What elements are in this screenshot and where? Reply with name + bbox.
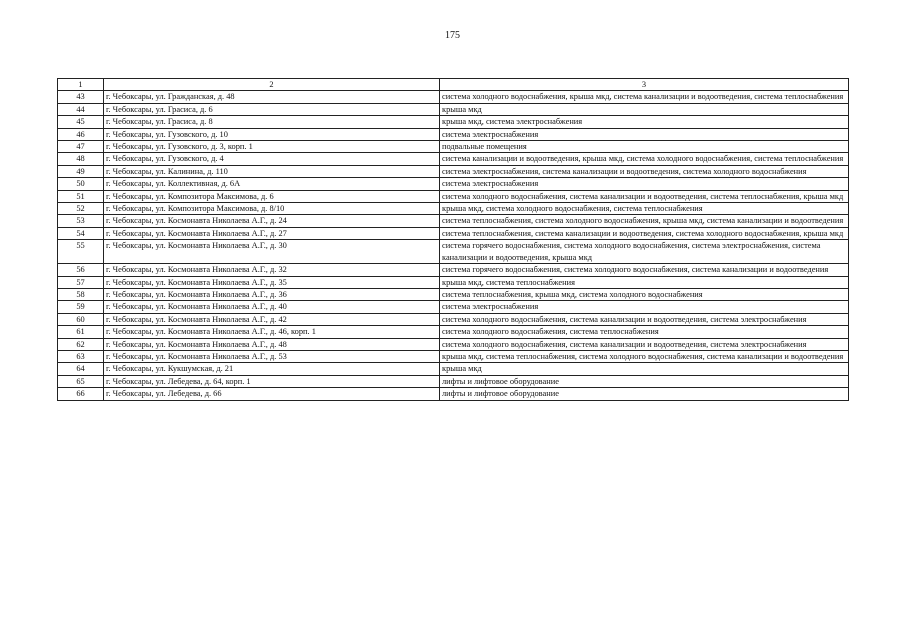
systems-cell: лифты и лифтовое оборудование (440, 388, 849, 400)
systems-cell: система холодного водоснабжения, крыша мкд, система канализации и водоотведения, система теплоснабжения (440, 91, 849, 103)
table-row (58, 190, 849, 202)
table-row (58, 227, 849, 239)
systems-cell: крыша мкд (440, 363, 849, 375)
table-row (58, 141, 849, 153)
table-row (58, 338, 849, 350)
systems-cell: система электроснабжения (440, 301, 849, 313)
table-row (58, 178, 849, 190)
row-number-cell: 66 (58, 388, 104, 400)
table-row (58, 388, 849, 400)
systems-cell: система холодного водоснабжения, система канализации и водоотведения, система теплоснабжения, крыша мкд (440, 190, 849, 202)
address-cell: г. Чебоксары, ул. Композитора Максимова, д. 6 (104, 190, 440, 202)
systems-cell: система электроснабжения, система канализации и водоотведения, система холодного водоснабжения (440, 165, 849, 177)
row-number-cell: 53 (58, 215, 104, 227)
objects-table (57, 78, 849, 401)
table-row (58, 301, 849, 313)
row-number-cell: 49 (58, 165, 104, 177)
row-number-cell: 51 (58, 190, 104, 202)
address-cell: г. Чебоксары, ул. Космонавта Николаева А.Г., д. 24 (104, 215, 440, 227)
address-cell: г. Чебоксары, ул. Гузовского, д. 10 (104, 128, 440, 140)
table-row (58, 116, 849, 128)
systems-cell: система холодного водоснабжения, система канализации и водоотведения, система электроснабжения (440, 338, 849, 350)
address-cell: г. Чебоксары, ул. Космонавта Николаева А.Г., д. 32 (104, 264, 440, 276)
table-row (58, 128, 849, 140)
address-cell: г. Чебоксары, ул. Грасиса, д. 6 (104, 103, 440, 115)
row-number-cell: 50 (58, 178, 104, 190)
systems-cell: система теплоснабжения, система канализации и водоотведения, система холодного водоснабжения, крыша мкд (440, 227, 849, 239)
row-number-cell: 61 (58, 326, 104, 338)
systems-cell: система теплоснабжения, крыша мкд, система холодного водоснабжения (440, 288, 849, 300)
row-number-cell: 52 (58, 203, 104, 215)
row-number-cell: 59 (58, 301, 104, 313)
table-body (58, 79, 849, 401)
address-cell: г. Чебоксары, ул. Коллективная, д. 6А (104, 178, 440, 190)
address-cell: г. Чебоксары, ул. Космонавта Николаева А.Г., д. 42 (104, 313, 440, 325)
table-row (58, 313, 849, 325)
table-row (58, 350, 849, 362)
systems-cell: крыша мкд, система холодного водоснабжения, система теплоснабжения (440, 203, 849, 215)
row-number-cell: 55 (58, 240, 104, 264)
systems-cell: система горячего водоснабжения, система холодного водоснабжения, система канализации и водоотведения (440, 264, 849, 276)
address-cell: г. Чебоксары, ул. Космонавта Николаева А.Г., д. 30 (104, 240, 440, 264)
header-col-1: 1 (58, 79, 104, 91)
address-cell: г. Чебоксары, ул. Космонавта Николаева А.Г., д. 35 (104, 276, 440, 288)
table-row (58, 165, 849, 177)
table-header-row (58, 79, 849, 91)
address-cell: г. Чебоксары, ул. Грасиса, д. 8 (104, 116, 440, 128)
row-number-cell: 45 (58, 116, 104, 128)
address-cell: г. Чебоксары, ул. Калинина, д. 110 (104, 165, 440, 177)
address-cell: г. Чебоксары, ул. Лебедева, д. 64, корп. 1 (104, 375, 440, 387)
systems-cell: крыша мкд, система теплоснабжения, система холодного водоснабжения, система канализации и водоотведения (440, 350, 849, 362)
systems-cell: крыша мкд, система электроснабжения (440, 116, 849, 128)
systems-cell: система холодного водоснабжения, система канализации и водоотведения, система электроснабжения (440, 313, 849, 325)
table-row (58, 288, 849, 300)
page-number: 175 (445, 30, 460, 41)
row-number-cell: 43 (58, 91, 104, 103)
address-cell: г. Чебоксары, ул. Гражданская, д. 48 (104, 91, 440, 103)
address-cell: г. Чебоксары, ул. Кукшумская, д. 21 (104, 363, 440, 375)
address-cell: г. Чебоксары, ул. Гузовского, д. 4 (104, 153, 440, 165)
systems-cell: подвальные помещения (440, 141, 849, 153)
address-cell: г. Чебоксары, ул. Космонавта Николаева А.Г., д. 53 (104, 350, 440, 362)
header-col-3: 3 (440, 79, 849, 91)
table-row (58, 363, 849, 375)
row-number-cell: 47 (58, 141, 104, 153)
systems-cell: система теплоснабжения, система холодного водоснабжения, крыша мкд, система канализации и водоотведения (440, 215, 849, 227)
row-number-cell: 63 (58, 350, 104, 362)
table-row (58, 91, 849, 103)
table-row (58, 153, 849, 165)
table-row (58, 326, 849, 338)
table-row (58, 203, 849, 215)
address-cell: г. Чебоксары, ул. Композитора Максимова, д. 8/10 (104, 203, 440, 215)
address-cell: г. Чебоксары, ул. Космонавта Николаева А.Г., д. 40 (104, 301, 440, 313)
row-number-cell: 64 (58, 363, 104, 375)
table-row (58, 240, 849, 264)
row-number-cell: 46 (58, 128, 104, 140)
row-number-cell: 57 (58, 276, 104, 288)
address-cell: г. Чебоксары, ул. Лебедева, д. 66 (104, 388, 440, 400)
row-number-cell: 62 (58, 338, 104, 350)
systems-cell: крыша мкд (440, 103, 849, 115)
systems-cell: крыша мкд, система теплоснабжения (440, 276, 849, 288)
address-cell: г. Чебоксары, ул. Космонавта Николаева А.Г., д. 48 (104, 338, 440, 350)
row-number-cell: 44 (58, 103, 104, 115)
systems-cell: система электроснабжения (440, 178, 849, 190)
address-cell: г. Чебоксары, ул. Космонавта Николаева А.Г., д. 46, корп. 1 (104, 326, 440, 338)
row-number-cell: 58 (58, 288, 104, 300)
table-row (58, 264, 849, 276)
row-number-cell: 48 (58, 153, 104, 165)
systems-cell: система электроснабжения (440, 128, 849, 140)
address-cell: г. Чебоксары, ул. Космонавта Николаева А.Г., д. 27 (104, 227, 440, 239)
systems-cell: система канализации и водоотведения, крыша мкд, система холодного водоснабжения, система теплоснабжения (440, 153, 849, 165)
row-number-cell: 54 (58, 227, 104, 239)
address-cell: г. Чебоксары, ул. Космонавта Николаева А.Г., д. 36 (104, 288, 440, 300)
systems-cell: система горячего водоснабжения, система холодного водоснабжения, система электроснабжения, система канализации и водоотведения, крыша мкд (440, 240, 849, 264)
address-cell: г. Чебоксары, ул. Гузовского, д. 3, корп. 1 (104, 141, 440, 153)
table-row (58, 375, 849, 387)
table-row (58, 103, 849, 115)
table-row (58, 276, 849, 288)
row-number-cell: 56 (58, 264, 104, 276)
systems-cell: система холодного водоснабжения, система теплоснабжения (440, 326, 849, 338)
systems-cell: лифты и лифтовое оборудование (440, 375, 849, 387)
row-number-cell: 60 (58, 313, 104, 325)
header-col-2: 2 (104, 79, 440, 91)
table-row (58, 215, 849, 227)
row-number-cell: 65 (58, 375, 104, 387)
